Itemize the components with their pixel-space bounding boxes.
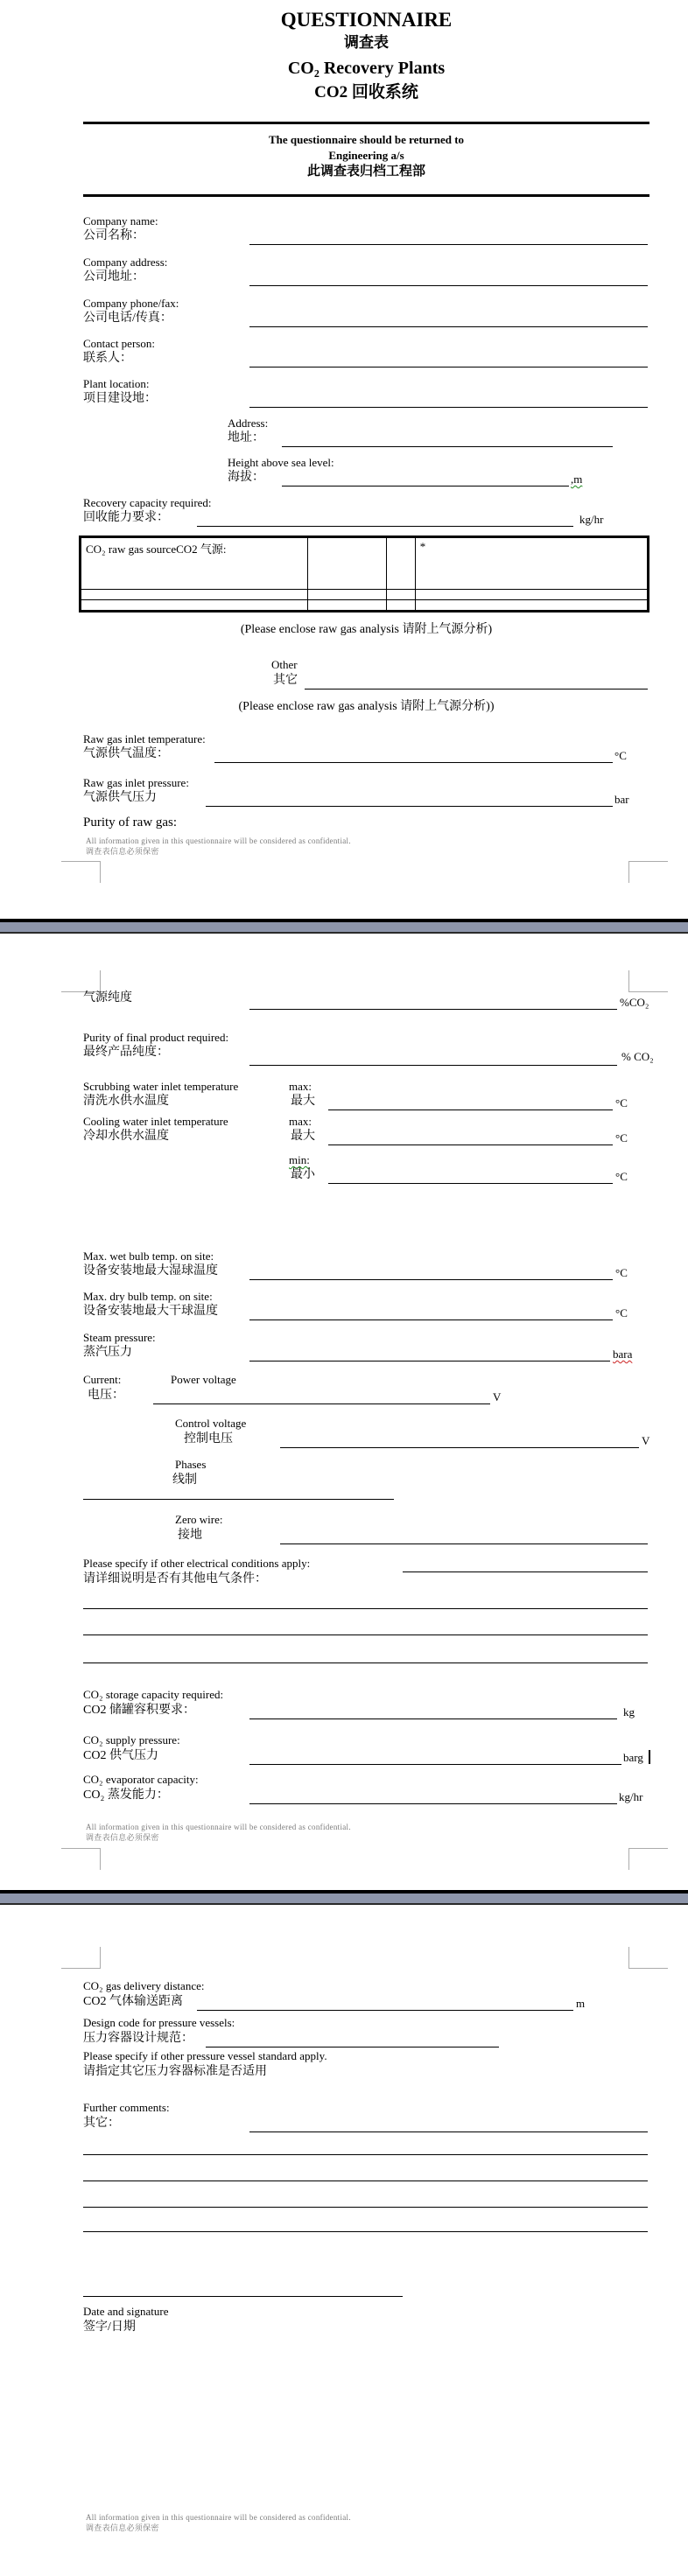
divider-bottom: [83, 194, 649, 197]
design-code-label-zh: 压力容器设计规范：: [83, 2032, 193, 2045]
final-purity-unit: % CO₂: [621, 1050, 654, 1063]
phases-label-zh: 线制: [172, 1474, 197, 1487]
return-notice-company: Engineering a/s: [328, 149, 404, 162]
return-notice-en: The questionnaire should be returned to: [268, 133, 465, 146]
other-electrical-blank-line[interactable]: [83, 1662, 648, 1663]
scrubbing-water-label-en: Scrubbing water inlet temperature: [83, 1080, 239, 1093]
recovery-capacity-label-en: Recovery capacity required:: [83, 496, 212, 509]
design-code-label-en: Design code for pressure vessels:: [83, 2016, 235, 2029]
cooling-min-unit: °C: [615, 1170, 628, 1183]
text-cursor: [649, 1750, 650, 1764]
margin-mark: [628, 861, 668, 883]
evaporator-capacity-blank[interactable]: [249, 1803, 617, 1804]
return-notice-zh: 此调查表归档工程部: [306, 164, 425, 178]
final-purity-blank[interactable]: [249, 1065, 617, 1066]
page-break: [0, 919, 688, 934]
raw-gas-source-cell[interactable]: [307, 599, 387, 610]
further-comments-blank-line[interactable]: [83, 2207, 648, 2208]
supply-pressure-label-zh: CO2 供气压力: [83, 1749, 158, 1762]
raw-gas-source-star-cell[interactable]: *: [415, 538, 647, 590]
cooling-max-blank[interactable]: [328, 1144, 613, 1145]
signature-blank[interactable]: [83, 2296, 403, 2297]
page-1: [0, 0, 688, 919]
phases-label-en: Phases: [175, 1458, 207, 1471]
other-source-blank[interactable]: [305, 689, 648, 690]
confidential-note-zh: 调查表信息必须保密: [86, 847, 159, 856]
raw-gas-source-cell[interactable]: [307, 538, 387, 590]
margin-mark: [628, 1947, 668, 1969]
final-purity-label-en: Purity of final product required:: [83, 1031, 229, 1044]
storage-capacity-label-zh: CO2 储罐容积要求：: [83, 1704, 195, 1717]
current-label-zh: 电压：: [88, 1389, 124, 1402]
site-address-blank[interactable]: [282, 446, 613, 447]
storage-capacity-label-en: CO₂ storage capacity required:: [83, 1688, 224, 1701]
delivery-distance-unit: m: [576, 1997, 586, 2010]
supply-pressure-blank[interactable]: [249, 1764, 621, 1765]
plant-location-label-zh: 项目建设地：: [83, 392, 157, 405]
raw-gas-temp-blank[interactable]: [214, 762, 613, 763]
further-comments-label-zh: 其它：: [83, 2117, 120, 2130]
other-electrical-blank-line[interactable]: [83, 1634, 648, 1635]
confidential-note-en: All information given in this questionnaire will be considered as confidential.: [86, 2513, 351, 2522]
purity-raw-gas-label: Purity of raw gas:: [83, 816, 178, 830]
recovery-capacity-blank[interactable]: [197, 526, 573, 527]
raw-gas-purity-label-zh: 气源纯度: [83, 991, 132, 1004]
control-voltage-blank[interactable]: [280, 1447, 639, 1448]
doc-title-zh: 调查表: [344, 34, 389, 51]
further-comments-blank-line[interactable]: [83, 2180, 648, 2181]
contact-person-label-en: Contact person:: [83, 337, 155, 350]
dry-bulb-label-zh: 设备安装地最大干球温度: [83, 1305, 218, 1318]
current-label-en: Current:: [83, 1373, 122, 1386]
other-electrical-label-zh: 请详细说明是否有其他电气条件：: [83, 1572, 267, 1586]
company-address-label-en: Company address:: [83, 256, 168, 269]
cooling-min-label-zh: 最小: [291, 1168, 315, 1181]
scrubbing-max-label-en: max:: [289, 1080, 312, 1093]
wet-bulb-blank[interactable]: [249, 1279, 613, 1280]
site-address-label-zh: 地址：: [228, 431, 264, 444]
steam-pressure-label-en: Steam pressure:: [83, 1331, 156, 1344]
raw-gas-source-cell[interactable]: [387, 589, 415, 599]
contact-person-blank[interactable]: [249, 367, 648, 368]
control-voltage-unit: V: [642, 1434, 650, 1447]
raw-gas-source-cell[interactable]: [415, 589, 647, 599]
page-2: [0, 934, 688, 1890]
raw-gas-source-label-cell: CO₂ raw gas sourceCO2 气源:: [81, 538, 308, 590]
evaporator-capacity-unit: kg/hr: [619, 1790, 643, 1803]
raw-gas-pressure-unit: bar: [614, 793, 629, 806]
cooling-water-label-zh: 冷却水供水温度: [83, 1130, 169, 1143]
cooling-water-label-en: Cooling water inlet temperature: [83, 1115, 228, 1128]
scrubbing-max-unit: °C: [615, 1096, 628, 1110]
company-phone-label-zh: 公司电话/传真：: [83, 312, 172, 325]
date-signature-label-en: Date and signature: [83, 2305, 169, 2318]
confidential-note-zh: 调查表信息必须保密: [86, 2524, 159, 2532]
control-voltage-label-en: Control voltage: [175, 1417, 247, 1430]
steam-pressure-unit: bara: [613, 1348, 633, 1361]
recovery-capacity-label-zh: 回收能力要求：: [83, 511, 169, 524]
zero-wire-label-en: Zero wire:: [175, 1513, 223, 1526]
wet-bulb-unit: °C: [615, 1266, 628, 1279]
control-voltage-label-zh: 控制电压: [184, 1432, 233, 1446]
company-phone-label-en: Company phone/fax:: [83, 297, 179, 310]
page-3: [0, 1905, 688, 2575]
raw-gas-source-cell[interactable]: [81, 589, 308, 599]
phases-blank[interactable]: [83, 1499, 394, 1500]
delivery-distance-label-en: CO₂ gas delivery distance:: [83, 1979, 205, 1992]
raw-gas-source-cell[interactable]: [415, 599, 647, 610]
evaporator-capacity-label-en: CO₂ evaporator capacity:: [83, 1773, 199, 1786]
raw-gas-analysis-note-2: (Please enclose raw gas analysis 请附上气源分析)): [238, 700, 495, 713]
vessel-standard-label-zh: 请指定其它压力容器标准是否适用: [83, 2065, 267, 2078]
scrubbing-water-label-zh: 清洗水供水温度: [83, 1095, 169, 1108]
divider-top: [83, 122, 649, 124]
raw-gas-pressure-label-zh: 气源供气压力: [83, 791, 157, 804]
plant-location-label-en: Plant location:: [83, 377, 150, 390]
final-purity-label-zh: 最终产品纯度：: [83, 1046, 169, 1059]
further-comments-blank-line[interactable]: [83, 2154, 648, 2155]
other-source-label-en: Other: [271, 658, 298, 671]
delivery-distance-label-zh: CO2 气体输送距离: [83, 1995, 183, 2008]
supply-pressure-label-en: CO₂ supply pressure:: [83, 1733, 180, 1746]
height-unit: ,m: [571, 472, 583, 486]
raw-gas-source-table: [79, 536, 649, 612]
raw-gas-source-cell[interactable]: [387, 599, 415, 610]
margin-mark: [61, 970, 101, 992]
doc-subtitle-zh: CO2 回收系统: [314, 83, 418, 102]
raw-gas-temp-label-en: Raw gas inlet temperature:: [83, 732, 206, 746]
doc-title-en: QUESTIONNAIRE: [280, 9, 453, 31]
raw-gas-source-cell[interactable]: [387, 538, 415, 590]
raw-gas-purity-blank[interactable]: [249, 1009, 617, 1010]
margin-mark: [628, 1848, 668, 1870]
scrubbing-max-label-zh: 最大: [291, 1095, 315, 1108]
confidential-note-en: All information given in this questionnaire will be considered as confidential.: [86, 1823, 351, 1831]
wet-bulb-label-zh: 设备安装地最大湿球温度: [83, 1264, 218, 1278]
recovery-capacity-unit: kg/hr: [579, 513, 604, 526]
evaporator-capacity-label-zh: CO₂ 蒸发能力：: [83, 1788, 169, 1802]
company-phone-blank[interactable]: [249, 326, 648, 327]
vessel-standard-label-en: Please specify if other pressure vessel standard apply.: [83, 2049, 327, 2062]
raw-gas-source-cell[interactable]: [81, 599, 308, 610]
power-voltage-label-en: Power voltage: [171, 1373, 236, 1386]
raw-gas-pressure-blank[interactable]: [206, 806, 613, 807]
company-address-label-zh: 公司地址：: [83, 270, 144, 284]
company-name-label-en: Company name:: [83, 214, 158, 228]
cooling-min-blank[interactable]: [328, 1183, 613, 1184]
power-voltage-unit: V: [493, 1390, 502, 1404]
company-address-blank[interactable]: [249, 285, 648, 286]
supply-pressure-unit: barg: [623, 1751, 643, 1764]
page-break: [0, 1890, 688, 1905]
height-label-en: Height above sea level:: [228, 456, 334, 469]
site-address-label-en: Address:: [228, 416, 269, 430]
cooling-min-label-en: min:: [289, 1153, 310, 1166]
zero-wire-label-zh: 接地: [178, 1529, 202, 1542]
cooling-max-label-zh: 最大: [291, 1130, 315, 1143]
storage-capacity-unit: kg: [623, 1705, 635, 1718]
contact-person-label-zh: 联系人：: [83, 352, 132, 365]
raw-gas-analysis-note: (Please enclose raw gas analysis 请附上气源分析): [240, 623, 493, 636]
raw-gas-purity-unit: %CO₂: [620, 996, 649, 1009]
company-name-label-zh: 公司名称：: [83, 229, 144, 242]
other-electrical-label-en: Please specify if other electrical conditions apply:: [83, 1557, 311, 1570]
date-signature-label-zh: 签字/日期: [83, 2320, 136, 2334]
raw-gas-source-cell[interactable]: [307, 589, 387, 599]
wet-bulb-label-en: Max. wet bulb temp. on site:: [83, 1250, 214, 1263]
other-source-label-zh: 其它: [273, 674, 298, 687]
raw-gas-temp-label-zh: 气源供气温度：: [83, 747, 169, 760]
dry-bulb-label-en: Max. dry bulb temp. on site:: [83, 1290, 213, 1303]
further-comments-label-en: Further comments:: [83, 2101, 170, 2114]
confidential-note-en: All information given in this questionnaire will be considered as confidential.: [86, 836, 351, 845]
company-name-blank[interactable]: [249, 244, 648, 245]
other-electrical-blank-line[interactable]: [83, 1608, 648, 1609]
steam-pressure-label-zh: 蒸汽压力: [83, 1346, 132, 1359]
plant-location-blank[interactable]: [249, 407, 648, 408]
margin-mark: [61, 1947, 101, 1969]
dry-bulb-unit: °C: [615, 1306, 628, 1320]
cooling-max-label-en: max:: [289, 1115, 312, 1128]
raw-gas-temp-unit: °C: [614, 749, 627, 762]
storage-capacity-blank[interactable]: [249, 1718, 617, 1719]
raw-gas-pressure-label-en: Raw gas inlet pressure:: [83, 776, 189, 789]
margin-mark: [628, 970, 668, 992]
margin-mark: [61, 1848, 101, 1870]
confidential-note-zh: 调查表信息必须保密: [86, 1833, 159, 1842]
height-label-zh: 海拔：: [228, 471, 264, 484]
margin-mark: [61, 861, 101, 883]
further-comments-blank-line[interactable]: [83, 2231, 648, 2232]
steam-pressure-blank[interactable]: [249, 1361, 610, 1362]
delivery-distance-blank[interactable]: [197, 2010, 573, 2011]
cooling-max-unit: °C: [615, 1131, 628, 1144]
design-code-blank[interactable]: [206, 2047, 499, 2048]
doc-subtitle-en: CO₂ Recovery Plants: [287, 59, 446, 78]
